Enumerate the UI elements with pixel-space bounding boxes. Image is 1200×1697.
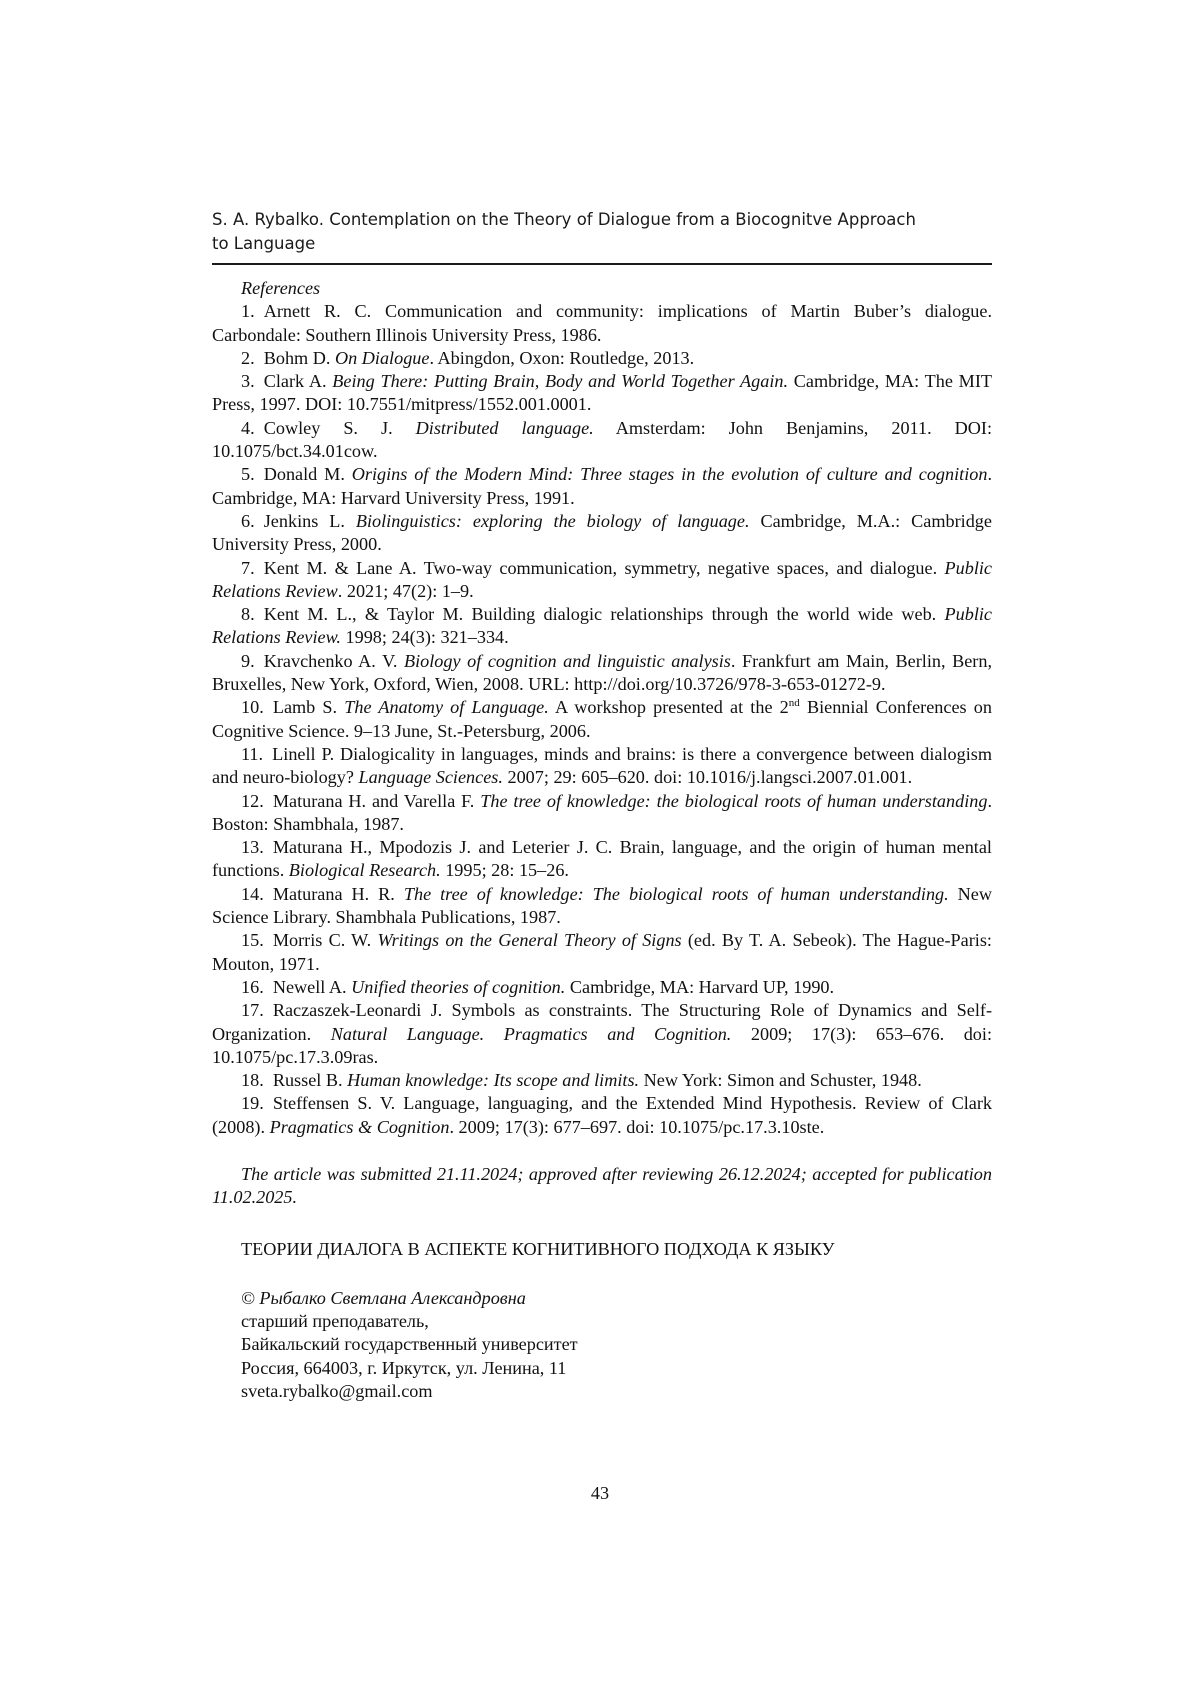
- reference-title: The Anatomy of Language.: [344, 697, 549, 717]
- reference-item: [212, 836, 992, 883]
- reference-item: [212, 929, 992, 976]
- reference-title: Unified theories of cognition.: [351, 977, 565, 997]
- reference-number: 14.: [241, 884, 264, 904]
- submission-note: The article was submitted 21.11.2024; approved after reviewing 26.12.2024; accepted for publication 11.02.2025.: [212, 1163, 992, 1210]
- author-address: Россия, 664003, г. Иркутск, ул. Ленина, 11: [241, 1357, 992, 1380]
- reference-text: Linell P. Dialogicality in languages, minds and brains: is there a convergence between dialogism and neuro-biology?: [212, 744, 992, 787]
- main-content: [212, 277, 992, 1403]
- reference-text: Morris C. W.: [273, 930, 378, 950]
- author-email: sveta.rybalko@gmail.com: [241, 1380, 992, 1403]
- reference-text: . 2021; 47(2): 1–9.: [338, 581, 474, 601]
- reference-text: Maturana H., Mpodozis J. and Leterier J. C. Brain, language, and the origin of human mental functions.: [212, 837, 992, 880]
- reference-text: A workshop presented at the 2: [549, 697, 789, 717]
- reference-item: [212, 696, 992, 743]
- reference-text: Bohm D.: [264, 348, 335, 368]
- reference-item: [212, 300, 992, 347]
- reference-number: 3.: [241, 371, 255, 391]
- reference-text: Raczaszek-Leonardi J. Symbols as constraints. The Structuring Role of Dynamics and Self-Organization.: [212, 1000, 992, 1043]
- reference-text: Cambridge, M.A.: Cambridge University Press, 2000.: [212, 511, 992, 554]
- reference-number: 12.: [241, 791, 264, 811]
- reference-text: . Cambridge, MA: Harvard University Press, 1991.: [212, 464, 992, 507]
- reference-text: 2009; 17(3): 653–676. doi: 10.1075/pc.17.3.09ras.: [212, 1024, 992, 1067]
- reference-text: New York: Simon and Schuster, 1948.: [639, 1070, 922, 1090]
- reference-number: 8.: [241, 604, 255, 624]
- reference-number: 17.: [241, 1000, 264, 1020]
- references-title: References: [212, 277, 992, 300]
- reference-item: [212, 347, 992, 370]
- reference-number: 9.: [241, 651, 255, 671]
- reference-title: On Dialogue: [335, 348, 429, 368]
- reference-item: [212, 883, 992, 930]
- reference-item: [212, 1092, 992, 1139]
- reference-text: Arnett R. C. Communication and community: implications of Martin Buber’s dialogue. Carbondale: Southern Illinois University Press, 1986.: [212, 301, 992, 344]
- document-page: [0, 0, 1200, 1697]
- reference-title: Natural Language. Pragmatics and Cognition.: [331, 1024, 732, 1044]
- reference-text: Lamb S.: [273, 697, 344, 717]
- reference-text: Biennial Conferences on Cognitive Science. 9–13 June, St.-Petersburg, 2006.: [212, 697, 992, 740]
- reference-number: 13.: [241, 837, 264, 857]
- reference-item: [212, 790, 992, 837]
- reference-item: [212, 743, 992, 790]
- reference-number: 7.: [241, 558, 255, 578]
- reference-list: [212, 300, 992, 1139]
- reference-title: Pragmatics & Cognition: [270, 1117, 450, 1137]
- author-position: старший преподаватель,: [241, 1310, 992, 1333]
- author-block: [212, 1287, 992, 1403]
- reference-text: . 2009; 17(3): 677–697. doi: 10.1075/pc.17.3.10ste.: [449, 1117, 824, 1137]
- reference-number: 4.: [241, 418, 255, 438]
- reference-item: [212, 603, 992, 650]
- reference-text: 1998; 24(3): 321–334.: [341, 627, 509, 647]
- reference-number: 19.: [241, 1093, 264, 1113]
- reference-number: 18.: [241, 1070, 264, 1090]
- reference-item: [212, 1069, 992, 1092]
- reference-text: Kent M. L., & Taylor M. Building dialogic relationships through the world wide web.: [264, 604, 945, 624]
- reference-text: . Abingdon, Oxon: Routledge, 2013.: [429, 348, 694, 368]
- page-number: 43: [0, 1483, 1200, 1504]
- reference-text: Clark A.: [264, 371, 333, 391]
- reference-text: Donald M.: [264, 464, 352, 484]
- reference-text: Kravchenko A. V.: [264, 651, 404, 671]
- reference-text: Kent M. & Lane A. Two-way communication, symmetry, negative spaces, and dialogue.: [264, 558, 945, 578]
- reference-text: Cambridge, MA: The MIT Press, 1997. DOI: 10.7551/mitpress/1552.001.0001.: [212, 371, 992, 414]
- reference-number: 5.: [241, 464, 255, 484]
- reference-number: 15.: [241, 930, 264, 950]
- reference-item: [212, 510, 992, 557]
- reference-number: 6.: [241, 511, 255, 531]
- running-head-line-2: to Language: [212, 232, 992, 256]
- reference-text: Jenkins L.: [264, 511, 356, 531]
- reference-item: [212, 557, 992, 604]
- reference-text: Cambridge, MA: Harvard UP, 1990.: [565, 977, 834, 997]
- reference-item: [212, 417, 992, 464]
- reference-item: [212, 650, 992, 697]
- reference-item: [212, 976, 992, 999]
- reference-number: 16.: [241, 977, 264, 997]
- reference-text: Maturana H. R.: [273, 884, 404, 904]
- reference-title: Public Relations Review.: [212, 604, 992, 647]
- reference-text: 2007; 29: 605–620. doi: 10.1016/j.langsci.2007.01.001.: [503, 767, 912, 787]
- reference-text: (ed. By T. A. Sebeok). The Hague-Paris: Mouton, 1971.: [212, 930, 992, 973]
- reference-title: Distributed language.: [416, 418, 594, 438]
- author-affiliation: Байкальский государственный университет: [241, 1333, 992, 1356]
- reference-title: Public Relations Review: [212, 558, 992, 601]
- reference-text: . Boston: Shambhala, 1987.: [212, 791, 992, 834]
- reference-title: Human knowledge: Its scope and limits.: [347, 1070, 639, 1090]
- reference-number: 1.: [241, 301, 255, 321]
- reference-title: Biology of cognition and linguistic analysis: [404, 651, 731, 671]
- reference-item: [212, 370, 992, 417]
- reference-title: Biological Research.: [289, 860, 441, 880]
- reference-title: Writings on the General Theory of Signs: [377, 930, 681, 950]
- reference-text: Steffensen S. V. Language, languaging, and the Extended Mind Hypothesis. Review of Clark (2008).: [212, 1093, 992, 1136]
- reference-number: 10.: [241, 697, 264, 717]
- reference-title: Biolinguistics: exploring the biology of language.: [356, 511, 750, 531]
- reference-title: Language Sciences.: [358, 767, 502, 787]
- reference-text: Maturana H. and Varella F.: [273, 791, 480, 811]
- reference-superscript: nd: [789, 697, 800, 709]
- reference-text: Russel B.: [273, 1070, 347, 1090]
- russian-title: ТЕОРИИ ДИАЛОГА В АСПЕКТЕ КОГНИТИВНОГО ПОДХОДА К ЯЗЫКУ: [212, 1238, 992, 1261]
- header-rule: [212, 263, 992, 265]
- reference-text: Amsterdam: John Benjamins, 2011. DOI: 10.1075/bct.34.01cow.: [212, 418, 992, 461]
- reference-item: [212, 999, 992, 1069]
- author-name: © Рыбалко Светлана Александровна: [241, 1287, 992, 1310]
- reference-title: Being There: Putting Brain, Body and World Together Again.: [332, 371, 788, 391]
- reference-title: The tree of knowledge: The biological roots of human understanding.: [404, 884, 949, 904]
- running-head: [212, 208, 992, 256]
- reference-title: Origins of the Modern Mind: Three stages in the evolution of culture and cognition: [352, 464, 988, 484]
- reference-item: [212, 463, 992, 510]
- reference-text: Cowley S. J.: [264, 418, 416, 438]
- reference-number: 2.: [241, 348, 255, 368]
- reference-title: The tree of knowledge: the biological roots of human understanding: [480, 791, 987, 811]
- reference-text: Newell A.: [273, 977, 351, 997]
- reference-text: . Frankfurt am Main, Berlin, Bern, Bruxelles, New York, Oxford, Wien, 2008. URL: http://doi.org/10.3726/978-3-653-01272-9.: [212, 651, 992, 694]
- reference-text: New Science Library. Shambhala Publications, 1987.: [212, 884, 992, 927]
- running-head-line-1: S. A. Rybalko. Contemplation on the Theory of Dialogue from a Biocognitve Approach: [212, 208, 992, 232]
- reference-number: 11.: [241, 744, 263, 764]
- reference-text: 1995; 28: 15–26.: [441, 860, 569, 880]
